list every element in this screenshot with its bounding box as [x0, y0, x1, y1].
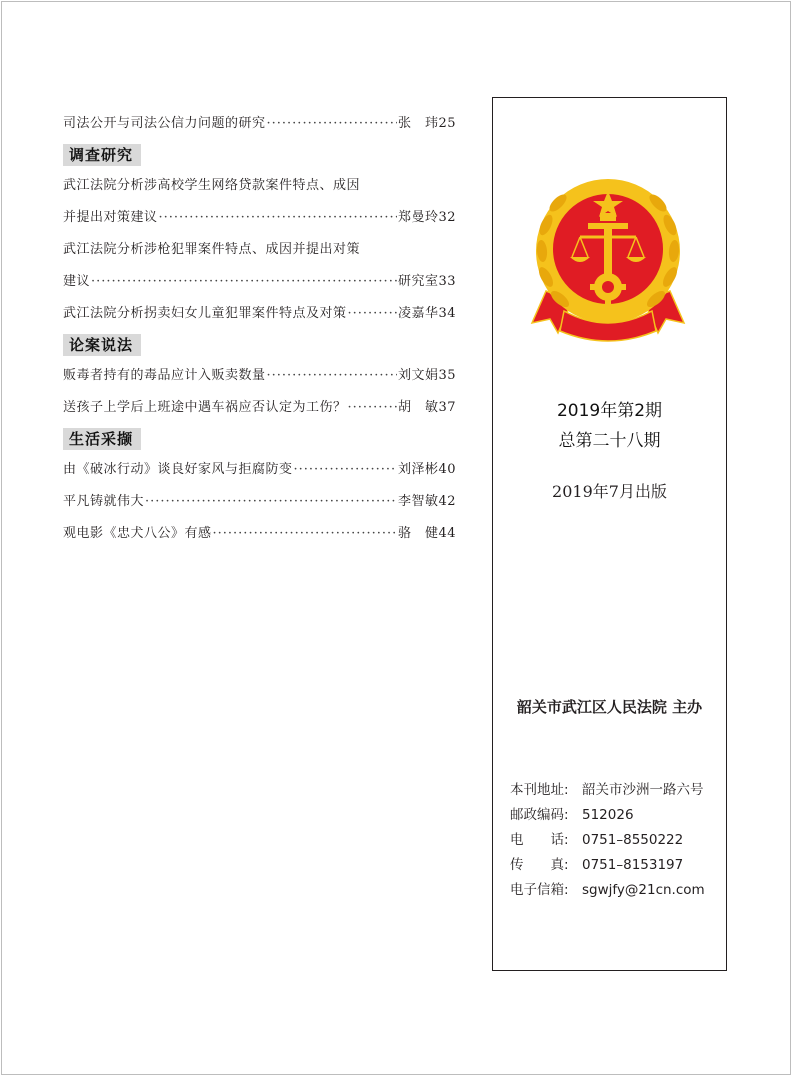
- toc-entry-author-page: 凌嘉华34: [397, 306, 456, 321]
- toc-entry-title: 观电影《忠犬八公》有感: [63, 526, 212, 541]
- toc-leader-dots: [267, 360, 397, 392]
- section-heading: 生活采撷: [63, 428, 141, 450]
- toc-entry-author-page: 胡 敏37: [397, 400, 456, 415]
- toc-entry[interactable]: [63, 202, 456, 234]
- toc-entry-line1[interactable]: 武江法院分析涉高校学生网络贷款案件特点、成因: [63, 178, 361, 193]
- toc-leader-dots: [294, 454, 397, 486]
- toc-leader-dots: [267, 108, 397, 140]
- toc-leader-dots: [348, 392, 397, 424]
- toc-leader-dots: [213, 518, 397, 550]
- info-value: 0751–8153197: [582, 857, 684, 873]
- toc-entry-title: 司法公开与司法公信力问题的研究: [63, 116, 266, 131]
- info-label: 电子信箱:: [510, 882, 569, 898]
- info-row-address: [510, 778, 705, 803]
- info-row-postcode: [510, 803, 705, 828]
- info-row-email[interactable]: [510, 878, 705, 903]
- toc-entry-title: 贩毒者持有的毒品应计入贩卖数量: [63, 368, 266, 383]
- toc-entry-author-page: 张 玮25: [397, 116, 456, 131]
- issue-number: 2019年第2期: [556, 401, 663, 421]
- sponsor-line: 韶关市武江区人民法院 主办: [516, 698, 703, 716]
- toc-entry[interactable]: [63, 486, 456, 518]
- toc-leader-dots: [348, 298, 397, 330]
- info-label: 传 真:: [510, 857, 569, 873]
- toc-entry-author-page: 李智敏42: [397, 494, 456, 509]
- toc-entry[interactable]: [63, 454, 456, 486]
- section-heading: 论案说法: [63, 334, 141, 356]
- toc-entry-title: 武江法院分析拐卖妇女儿童犯罪案件特点及对策: [63, 306, 347, 321]
- toc-entry-author-page: 骆 健44: [397, 526, 456, 541]
- toc-entry-line1[interactable]: 武江法院分析涉枪犯罪案件特点、成因并提出对策: [63, 242, 361, 257]
- publication-date: 2019年7月出版: [552, 482, 667, 501]
- masthead-panel: [492, 97, 727, 971]
- toc-entry[interactable]: [63, 298, 456, 330]
- toc-entry-title: 建议: [63, 274, 91, 289]
- issue-total-number: 总第二十八期: [558, 431, 661, 451]
- info-label: 邮政编码:: [510, 807, 569, 823]
- contact-info: [510, 778, 705, 903]
- info-value: 512026: [582, 807, 634, 823]
- toc-entry[interactable]: [63, 518, 456, 550]
- toc-entry[interactable]: [63, 266, 456, 298]
- toc-entry-author-page: 刘文娟35: [397, 368, 456, 383]
- info-label: 本刊地址:: [510, 782, 569, 798]
- section-heading: 调查研究: [63, 144, 141, 166]
- toc-entry-title: 由《破冰行动》谈良好家风与拒腐防变: [63, 462, 293, 477]
- info-row-fax: [510, 853, 705, 878]
- info-value: 0751–8550222: [582, 832, 684, 848]
- toc-entry-author-page: 研究室33: [397, 274, 456, 289]
- toc-entry-title: 送孩子上学后上班途中遇车祸应否认定为工伤？: [63, 400, 347, 415]
- email-link[interactable]: sgwjfy@21cn.com: [582, 882, 705, 898]
- table-of-contents: [63, 108, 456, 550]
- toc-entry-title: 平凡铸就伟大: [63, 494, 145, 509]
- toc-leader-dots: [145, 486, 397, 518]
- info-value: 韶关市沙洲一路六号: [582, 782, 704, 798]
- toc-leader-dots: [91, 266, 397, 298]
- toc-entry[interactable]: [63, 108, 456, 140]
- info-row-phone: [510, 828, 705, 853]
- toc-leader-dots: [159, 202, 397, 234]
- toc-entry[interactable]: [63, 360, 456, 392]
- toc-entry[interactable]: [63, 392, 456, 424]
- toc-entry-author-page: 刘泽彬40: [397, 462, 456, 477]
- info-label: 电 话:: [510, 832, 569, 848]
- court-emblem-icon: [528, 173, 688, 348]
- toc-entry-author-page: 郑曼玲32: [397, 210, 456, 225]
- toc-entry-title: 并提出对策建议: [63, 210, 158, 225]
